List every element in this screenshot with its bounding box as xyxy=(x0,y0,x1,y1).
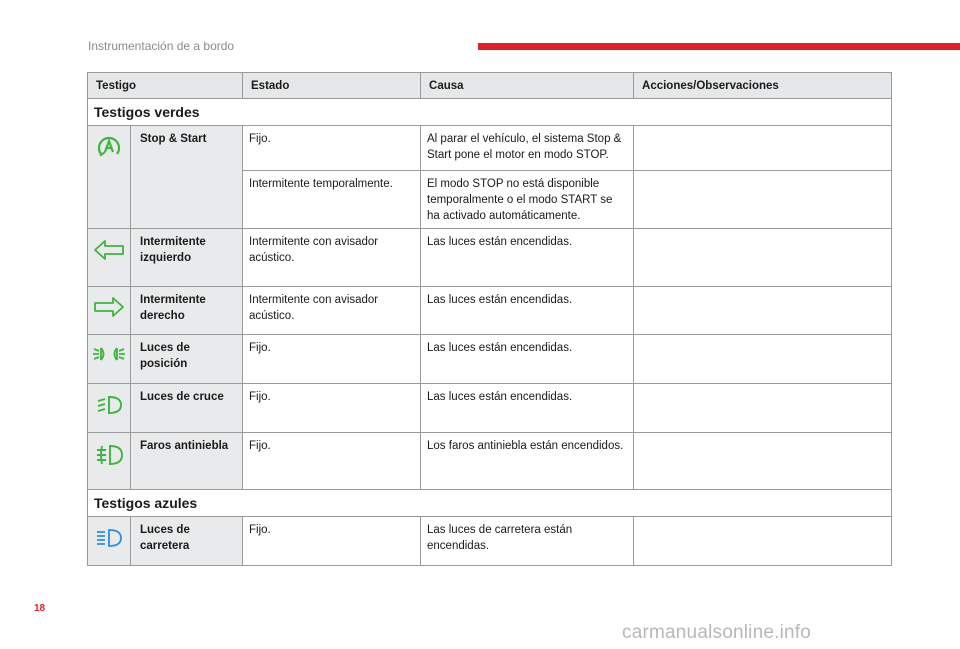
row-acciones xyxy=(634,517,892,566)
row-acciones xyxy=(634,287,892,335)
row-acciones xyxy=(634,229,892,287)
auto-stop-start-icon xyxy=(94,134,124,158)
table-row xyxy=(88,433,892,490)
icon-cell xyxy=(88,433,131,490)
row-estado: Fijo. xyxy=(243,517,421,566)
section-row-blue xyxy=(88,490,892,517)
row-causa: Las luces están encendidas. xyxy=(421,229,634,287)
col-header-acciones: Acciones/Observaciones xyxy=(634,73,892,99)
col-header-causa: Causa xyxy=(421,73,634,99)
row-estado: Intermitente con avisador acústico. xyxy=(243,287,421,335)
row-estado: Fijo. xyxy=(243,384,421,433)
row-causa: Las luces de carretera están encendidas. xyxy=(421,517,634,566)
col-header-testigo: Testigo xyxy=(88,73,243,99)
row-name: Stop & Start xyxy=(131,126,243,229)
warning-lights-table xyxy=(87,72,892,566)
row-causa: Las luces están encendidas. xyxy=(421,384,634,433)
row-causa: Las luces están encendidas. xyxy=(421,287,634,335)
section-title-blue: Testigos azules xyxy=(88,490,892,517)
icon-cell xyxy=(88,335,131,384)
left-turn-arrow-icon xyxy=(93,239,125,261)
header-accent-bar xyxy=(478,43,960,50)
row-causa: El modo STOP no está disponible temporalmente o el modo START se ha activado automáticamente. xyxy=(421,171,634,229)
icon-cell xyxy=(88,517,131,566)
table-row xyxy=(88,287,892,335)
icon-cell xyxy=(88,384,131,433)
row-acciones xyxy=(634,384,892,433)
section-row-green xyxy=(88,99,892,126)
front-fog-lights-icon xyxy=(94,443,124,467)
row-estado: Intermitente temporalmente. xyxy=(243,171,421,229)
row-causa: Al parar el vehículo, el sistema Stop & Start pone el motor en modo STOP. xyxy=(421,126,634,171)
row-name: Intermitente derecho xyxy=(131,287,243,335)
high-beam-icon xyxy=(94,527,124,549)
row-estado: Intermitente con avisador acústico. xyxy=(243,229,421,287)
row-name: Luces de carretera xyxy=(131,517,243,566)
table-row xyxy=(88,229,892,287)
row-acciones xyxy=(634,335,892,384)
row-acciones xyxy=(634,126,892,171)
icon-cell xyxy=(88,126,131,229)
row-name: Luces de posición xyxy=(131,335,243,384)
low-beam-icon xyxy=(94,394,124,416)
row-name: Intermitente izquierdo xyxy=(131,229,243,287)
table-row xyxy=(88,335,892,384)
col-header-estado: Estado xyxy=(243,73,421,99)
row-acciones xyxy=(634,171,892,229)
table-row xyxy=(88,517,892,566)
row-acciones xyxy=(634,433,892,490)
icon-cell xyxy=(88,287,131,335)
row-estado: Fijo. xyxy=(243,335,421,384)
table-row xyxy=(88,126,892,171)
page-number: 18 xyxy=(34,603,46,614)
icon-cell xyxy=(88,229,131,287)
row-name: Faros antiniebla xyxy=(131,433,243,490)
watermark-text: carmanualsonline.info xyxy=(622,622,812,643)
page-header-title: Instrumentación de a bordo xyxy=(88,39,235,53)
position-lights-icon xyxy=(92,344,126,364)
row-estado: Fijo. xyxy=(243,433,421,490)
right-turn-arrow-icon xyxy=(93,296,125,318)
row-causa: Las luces están encendidas. xyxy=(421,335,634,384)
row-estado: Fijo. xyxy=(243,126,421,171)
row-causa: Los faros antiniebla están encendidos. xyxy=(421,433,634,490)
table-header-row xyxy=(88,73,892,99)
row-name: Luces de cruce xyxy=(131,384,243,433)
section-title-green: Testigos verdes xyxy=(88,99,892,126)
table-row xyxy=(88,384,892,433)
